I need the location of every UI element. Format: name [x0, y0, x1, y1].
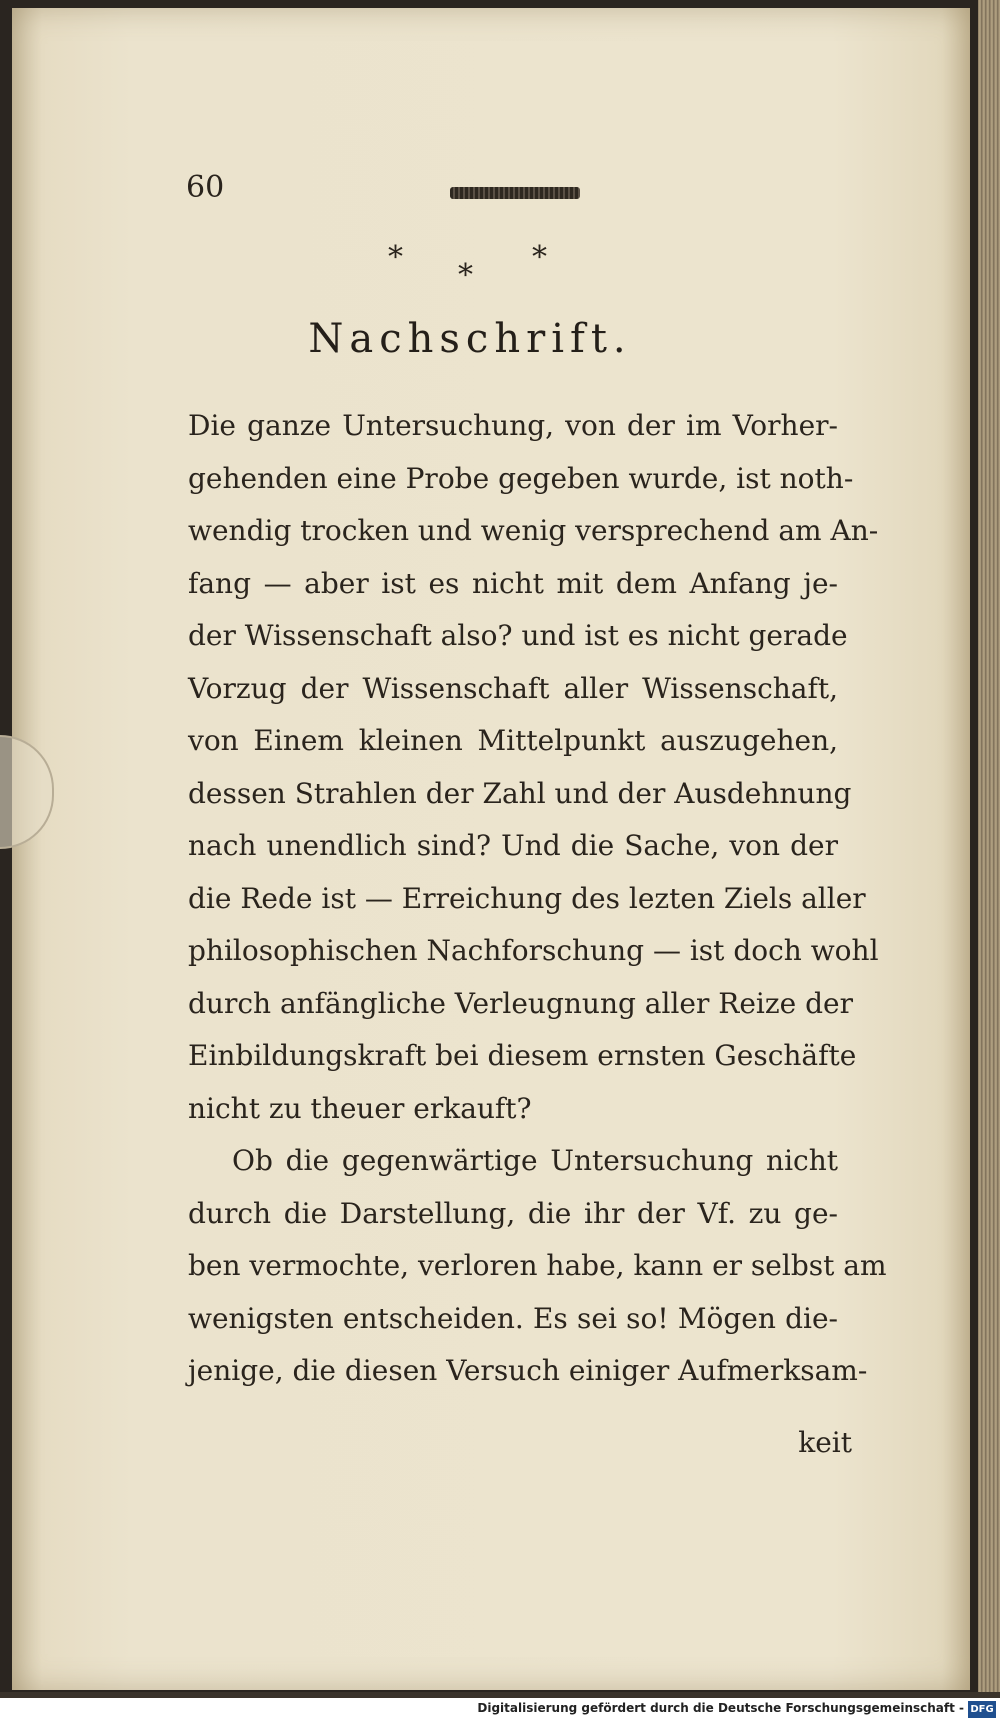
text-line: gehenden eine Probe gegeben wurde, ist noth-	[188, 461, 854, 495]
text-line: die Rede ist — Erreichung des lezten Ziels aller	[188, 881, 866, 915]
text-line: durch anfängliche Verleugnung aller Reize der	[188, 986, 853, 1020]
text-line: fang — aber ist es nicht mit dem Anfang je-	[188, 566, 838, 600]
text-line: Einbildungskraft bei diesem ernsten Geschäfte	[188, 1039, 857, 1072]
text-line: ben vermochte, verloren habe, kann er selbst am	[188, 1249, 887, 1282]
text-line: der Wissenschaft also? und ist es nicht gerade	[188, 619, 848, 652]
catchword: keit	[798, 1426, 852, 1459]
footer-bar	[0, 1698, 1000, 1722]
text-line: wendig trocken und wenig versprechend am An-	[188, 514, 879, 547]
star-mark: *	[388, 240, 403, 275]
text-line: Ob die gegenwärtige Untersuchung nicht	[232, 1144, 838, 1177]
text-line: von Einem kleinen Mittelpunkt auszugehen,	[188, 724, 838, 757]
text-line: durch die Darstellung, die ihr der Vf. zu ge-	[188, 1196, 838, 1230]
text-line: Vorzug der Wissenschaft aller Wissenschaft,	[188, 671, 838, 705]
text-line: dessen Strahlen der Zahl und der Ausdehnung	[188, 776, 852, 810]
section-heading: Nachschrift.	[308, 316, 632, 362]
text-line: jenige, die diesen Versuch einiger Aufmerksam-	[188, 1354, 868, 1387]
text-line: nicht zu theuer erkauft?	[188, 1091, 532, 1125]
body-text	[188, 400, 887, 1398]
text-line: wenigsten entscheiden. Es sei so! Mögen die-	[188, 1301, 838, 1335]
text-line: Die ganze Untersuchung, von der im Vorher-	[188, 409, 838, 442]
header-ornament	[450, 187, 580, 199]
text-line: philosophischen Nachforschung — ist doch wohl	[188, 934, 879, 967]
star-mark: *	[532, 240, 547, 275]
dfg-logo: DFG	[968, 1701, 996, 1718]
star-mark: *	[458, 258, 473, 293]
page-number: 60	[186, 170, 225, 205]
asterism	[0, 240, 1000, 293]
text-line: nach unendlich sind? Und die Sache, von der	[188, 829, 838, 862]
funding-credit: Digitalisierung gefördert durch die Deutsche Forschungsgemeinschaft -	[477, 1701, 964, 1715]
